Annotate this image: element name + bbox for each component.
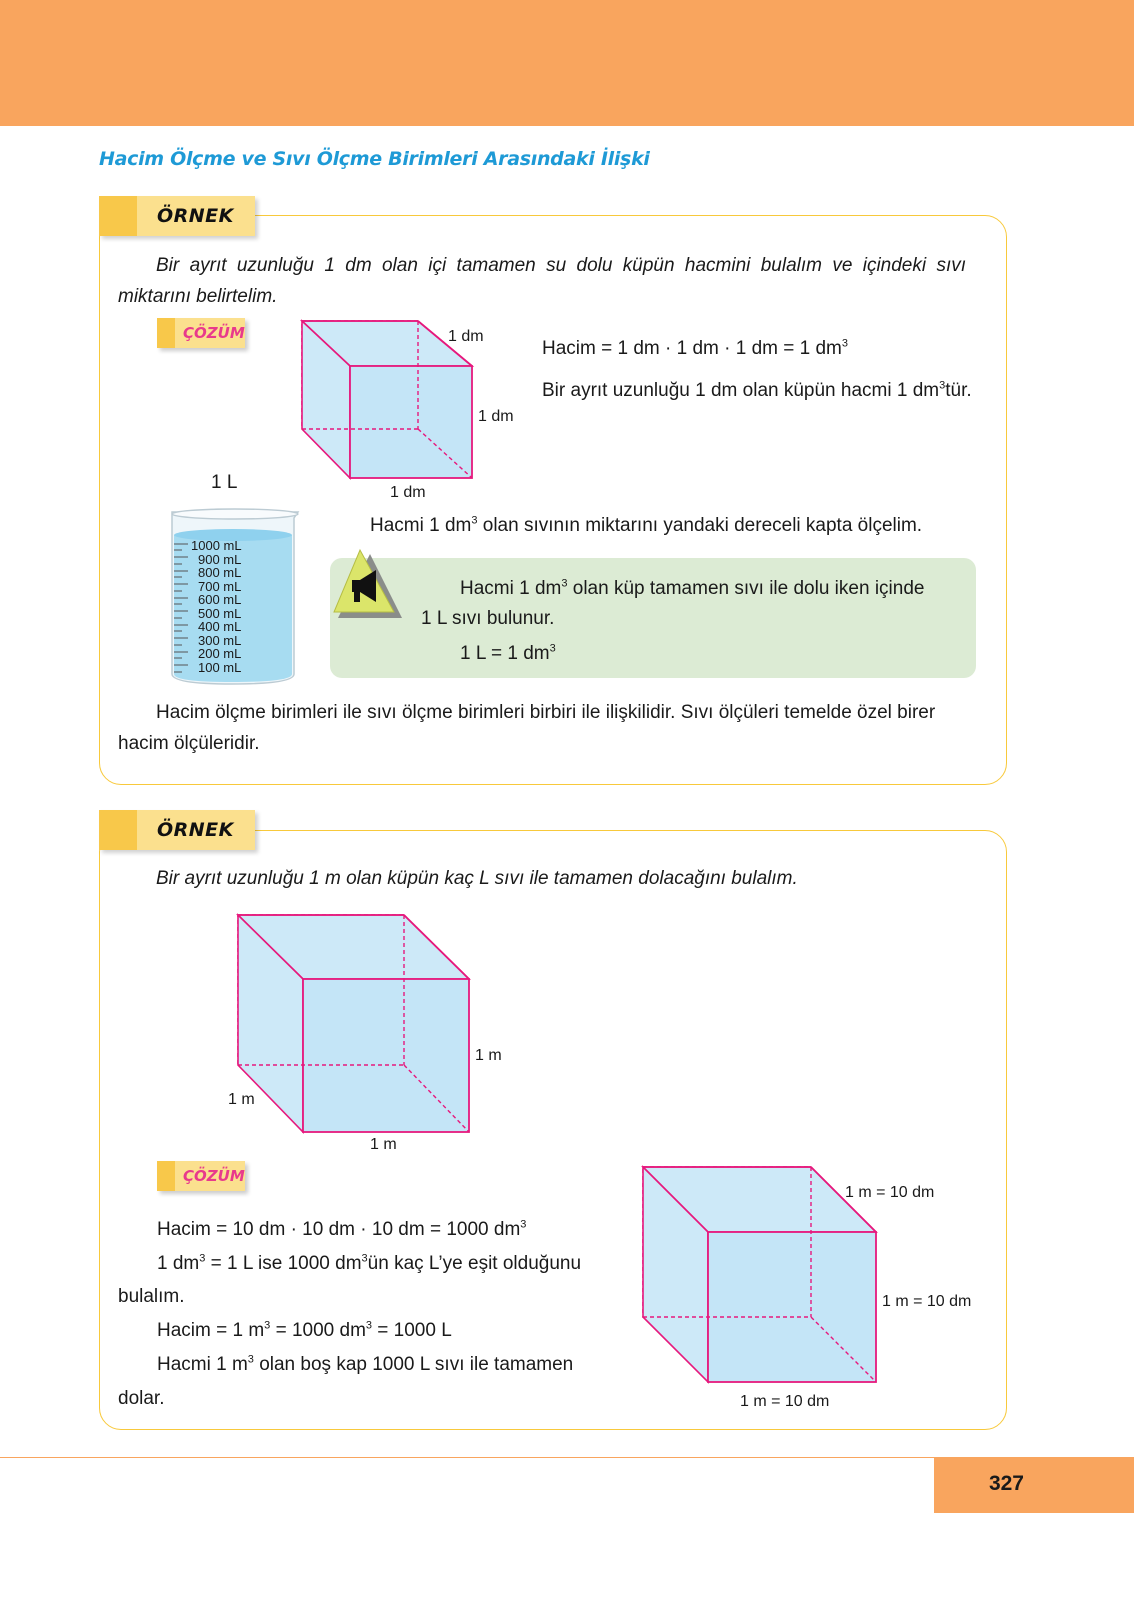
scale-label: 800 mL <box>198 565 242 580</box>
tab-strip <box>157 1161 175 1191</box>
exp: 3 <box>471 514 478 527</box>
volume-equation <box>542 338 848 360</box>
measure-sentence <box>370 515 922 537</box>
solution-line-4 <box>157 1320 452 1342</box>
exp: 3 <box>841 337 848 350</box>
volume-equation-text: Hacim = 1 dm · 1 dm · 1 dm = 1 dm <box>542 338 842 359</box>
solution-line-2 <box>157 1253 581 1275</box>
sol-text: Hacim = 1 m <box>157 1320 265 1341</box>
volume-sentence-pre: Bir ayrıt uzunluğu 1 dm olan küpün hacmi 1 dm <box>542 380 940 401</box>
tab-strip <box>157 318 175 348</box>
sol-text: Hacmi 1 m <box>157 1354 248 1375</box>
exp: 3 <box>939 379 946 392</box>
note-line1-pre: Hacmi 1 dm <box>460 578 562 599</box>
scale-label: 1000 mL <box>191 538 242 553</box>
note-line1-post: olan küp tamamen sıvı ile dolu iken içinde <box>567 578 925 599</box>
cozum-tab-1 <box>157 318 245 348</box>
scale-label: 300 mL <box>198 632 242 648</box>
cube-front-face <box>350 366 472 478</box>
measure-sentence-pre: Hacmi 1 dm <box>370 515 472 536</box>
cozum-tab-2 <box>157 1161 245 1191</box>
solution-line-3: bulalım. <box>118 1286 185 1307</box>
cube1-label-top: 1 dm <box>448 328 484 345</box>
ornek-line-2 <box>262 830 982 831</box>
sol-text: = 1000 dm <box>270 1320 366 1341</box>
ornek-tab-2 <box>99 810 255 850</box>
scale-label: 700 mL <box>198 578 242 594</box>
beaker-title: 1 L <box>211 472 238 493</box>
note-line-3 <box>460 643 556 665</box>
exp: 3 <box>549 642 556 655</box>
sol-text: = 1000 L <box>372 1320 452 1341</box>
cube1-label-bottom: 1 dm <box>390 484 426 501</box>
cube-1m <box>234 912 474 1136</box>
scale-label: 200 mL <box>198 646 242 661</box>
example1-question <box>118 250 966 312</box>
cozum-label: ÇÖZÜM <box>183 324 245 342</box>
ornek-label: ÖRNEK <box>157 205 234 227</box>
cube-front-face <box>708 1232 876 1382</box>
exp: 3 <box>361 1252 368 1265</box>
note-line3-pre: 1 L = 1 dm <box>460 643 550 664</box>
sol-text: olan boş kap 1000 L sıvı ile tamamen <box>253 1354 574 1375</box>
scale-label: 900 mL <box>198 551 242 567</box>
page-number: 327 <box>988 1472 1024 1495</box>
ornek-label: ÖRNEK <box>157 819 234 841</box>
tab-strip <box>99 810 137 850</box>
cozum-label: ÇÖZÜM <box>183 1167 245 1185</box>
tab-strip <box>99 196 137 236</box>
question-text: Bir ayrıt uzunluğu 1 dm olan içi tamamen su dolu küpün hacmini bulalım ve içindeki sıvı miktarını belirtelim. <box>118 255 966 307</box>
header-band <box>0 0 1134 126</box>
cube3-label-right: 1 m = 10 dm <box>882 1293 972 1310</box>
cube-10dm <box>640 1164 880 1386</box>
section-title: Hacim Ölçme ve Sıvı Ölçme Birimleri Arasındaki İlişki <box>99 148 650 170</box>
cube1-label-right: 1 dm <box>478 408 514 425</box>
megaphone-icon <box>332 548 408 622</box>
scale-label: 400 mL <box>198 619 242 634</box>
exp: 3 <box>520 1218 527 1231</box>
volume-sentence-post: tür. <box>945 380 972 401</box>
scale-label: 600 mL <box>198 592 242 607</box>
exp: 3 <box>247 1353 254 1366</box>
scale-label: 100 mL <box>198 659 242 675</box>
sol-text: Hacim = 10 dm · 10 dm · 10 dm = 1000 dm <box>157 1219 521 1240</box>
note-line-2: 1 L sıvı bulunur. <box>421 608 555 629</box>
solution-line-6: dolar. <box>118 1388 165 1409</box>
note-line-1 <box>460 578 924 600</box>
sol-text: ün kaç L’ye eşit olduğunu <box>367 1253 582 1274</box>
measure-sentence-post: olan sıvının miktarını yandaki dereceli kapta ölçelim. <box>477 515 923 536</box>
exp: 3 <box>561 577 568 590</box>
solution-line-1 <box>157 1219 526 1241</box>
volume-sentence <box>542 380 972 402</box>
exp: 3 <box>365 1319 373 1332</box>
solution-line-5 <box>157 1354 573 1376</box>
cube2-label-right: 1 m <box>475 1047 502 1064</box>
scale-label: 500 mL <box>198 605 242 621</box>
sol-text: = 1 L ise 1000 dm <box>205 1253 362 1274</box>
beaker-rim <box>172 509 298 519</box>
cube3-label-top: 1 m = 10 dm <box>845 1184 935 1201</box>
cube2-label-bottom: 1 m <box>370 1136 397 1153</box>
example1-conclusion <box>118 697 986 759</box>
cube3-label-bottom: 1 m = 10 dm <box>740 1393 830 1410</box>
sol-text: 1 dm <box>157 1253 200 1274</box>
example2-question: Bir ayrıt uzunluğu 1 m olan küpün kaç L sıvı ile tamamen dolacağını bulalım. <box>156 868 798 889</box>
page-number-box <box>934 1458 1134 1513</box>
beaker-scale <box>191 539 242 674</box>
exp: 3 <box>199 1252 206 1265</box>
ornek-line-1 <box>262 215 982 216</box>
conclusion-text: Hacim ölçme birimleri ile sıvı ölçme birimleri birbiri ile ilişkilidir. Sıvı ölçüleri temelde özel birer hacim ölçüleridir. <box>118 702 936 754</box>
cube-front-face <box>303 979 469 1132</box>
ornek-tab-1 <box>99 196 255 236</box>
exp: 3 <box>264 1319 271 1332</box>
cube2-label-left: 1 m <box>228 1091 255 1108</box>
